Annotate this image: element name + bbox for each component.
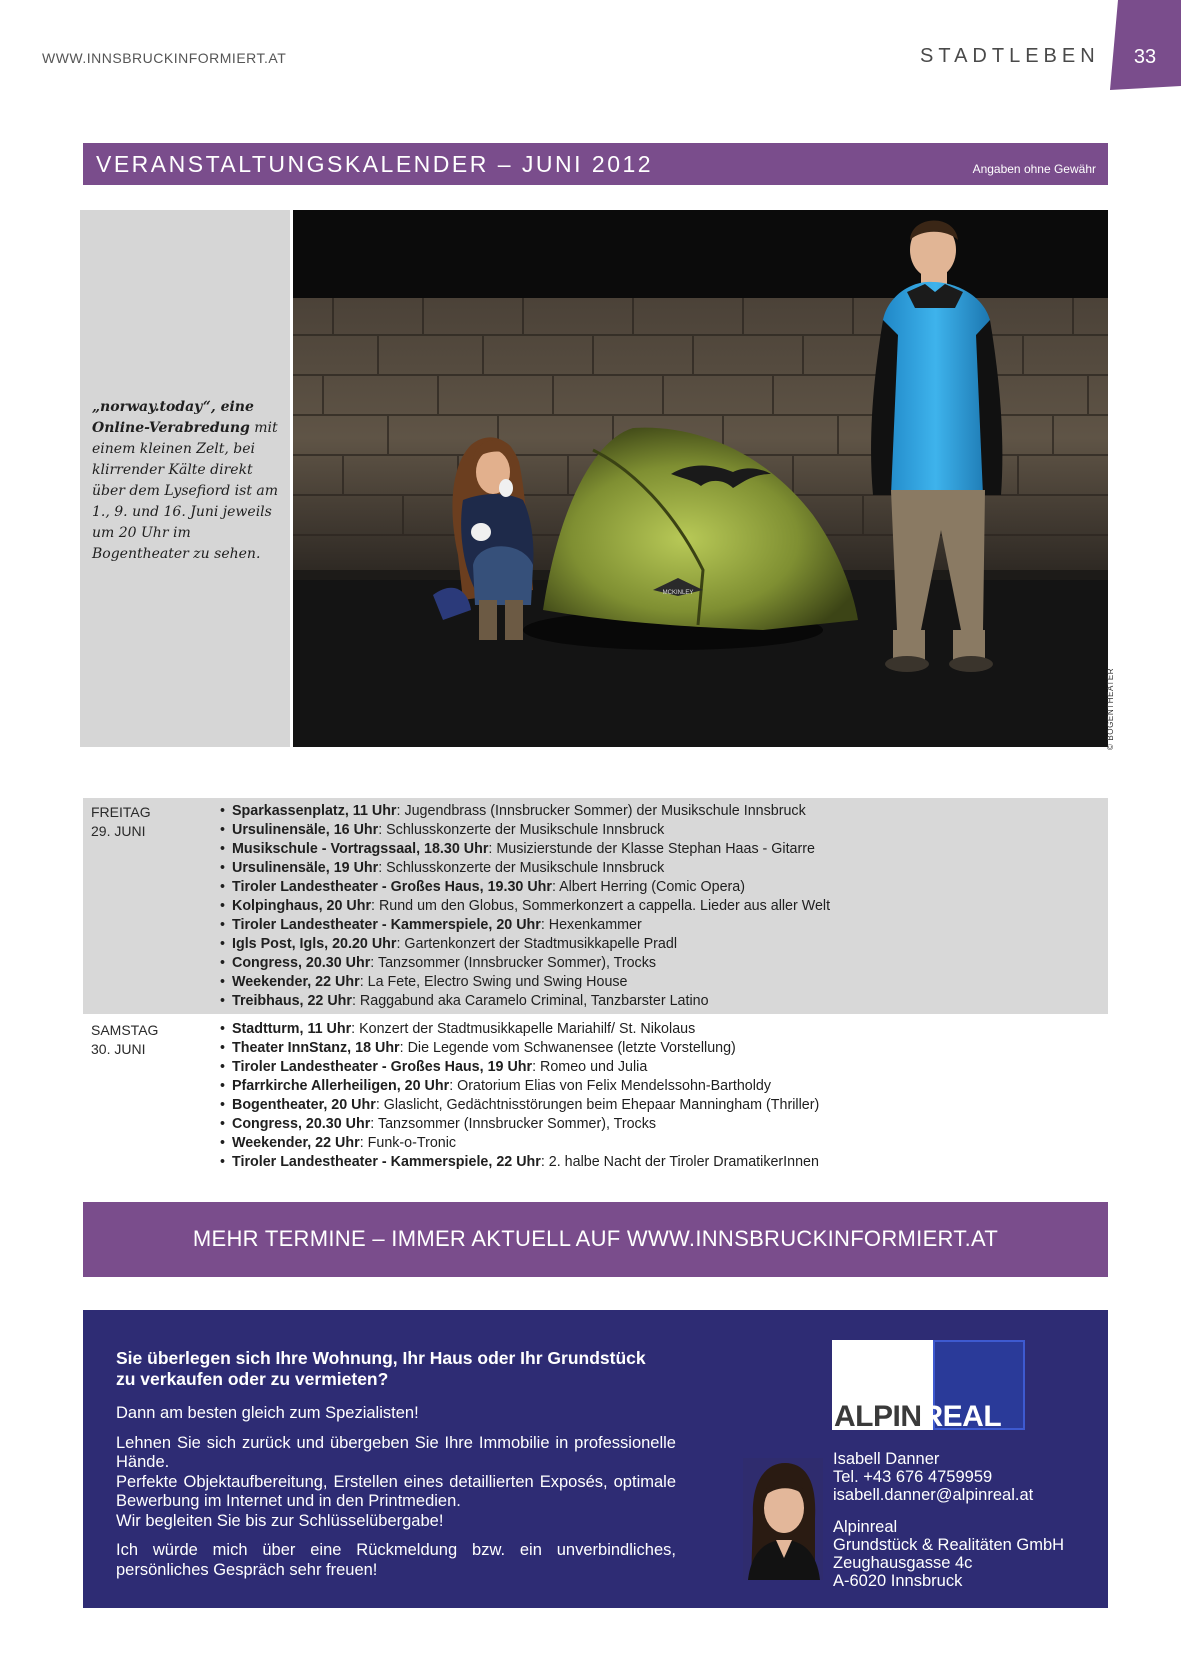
event-title: : Funk-o-Tronic: [359, 1135, 457, 1151]
event-location: Weekender, 22 Uhr: [232, 974, 360, 990]
event-title: : Romeo und Julia: [532, 1059, 648, 1075]
event-item: [220, 1153, 1100, 1172]
event-title: : Schlusskonzerte der Musikschule Innsbruck: [378, 860, 665, 876]
event-title: : Oratorium Elias von Felix Mendelssohn-Bartholdy: [449, 1078, 772, 1094]
day-date: 30. JUNI: [91, 1041, 146, 1057]
ad-paragraph: Wir begleiten Sie bis zur Schlüsselübergabe!: [116, 1511, 444, 1530]
event-list: [220, 1020, 1100, 1172]
event-item: [220, 1134, 1100, 1153]
contact-info: [833, 1450, 1093, 1590]
event-title: : 2. halbe Nacht der Tiroler DramatikerInnen: [540, 1154, 819, 1170]
site-url: WWW.INNSBRUCKINFORMIERT.AT: [42, 50, 287, 66]
event-location: Weekender, 22 Uhr: [232, 1135, 360, 1151]
contact-name: Isabell Danner: [833, 1450, 940, 1468]
company-name-line-2: Grundstück & Realitäten GmbH: [833, 1536, 1065, 1554]
event-title: : Hexenkammer: [540, 917, 642, 933]
event-title: : Tanzsommer (Innsbrucker Sommer), Trocks: [370, 955, 657, 971]
event-title: : Tanzsommer (Innsbrucker Sommer), Trocks: [370, 1116, 657, 1132]
event-item: [220, 1039, 1100, 1058]
more-events-text: MEHR TERMINE – IMMER AKTUELL AUF WWW.INNSBRUCKINFORMIERT.AT: [192, 1226, 999, 1251]
calendar-header: [83, 143, 1108, 185]
contact-email: isabell.danner@alpinreal.at: [833, 1486, 1034, 1504]
event-title: : Konzert der Stadtmusikkapelle Mariahilf/ St. Nikolaus: [351, 1021, 696, 1037]
alpinreal-logo: [832, 1340, 1025, 1433]
ad-paragraph: Dann am besten gleich zum Spezialisten!: [116, 1404, 419, 1422]
ad-paragraph: Lehnen Sie sich zurück und übergeben Sie Ihre Immobilie in professionelle Hände.: [116, 1433, 676, 1471]
caption-body: mit einem kleinen Zelt, bei klirrender Kälte direkt über dem Lysefiord ist am 1., 9. und 16. Juni jeweils um 20 Uhr im Bogentheater zu sehen.: [92, 420, 279, 562]
day-label: [91, 1021, 211, 1059]
photo-caption-box: [80, 210, 290, 747]
event-location: Ursulinensäle, 19 Uhr: [232, 860, 379, 876]
ad-headline: [116, 1348, 676, 1390]
photo-credit: © BOGENTHEATER: [1106, 667, 1115, 750]
event-location: Pfarrkirche Allerheiligen, 20 Uhr: [232, 1078, 450, 1094]
event-item: [220, 973, 1100, 992]
contact-portrait: [743, 1458, 823, 1580]
day-weekday: FREITAG: [91, 804, 151, 820]
day-date: 29. JUNI: [91, 823, 146, 839]
event-title: : La Fete, Electro Swing und Swing House: [359, 974, 628, 990]
ad-paragraph: Perfekte Objektaufbereitung, Erstellen eines detaillierten Exposés, optimale Bewerbung im Internet und in den Printmedien.: [116, 1472, 676, 1510]
company-city: A-6020 Innsbruck: [833, 1572, 963, 1590]
event-title: : Glaslicht, Gedächtnisstörungen beim Ehepaar Manningham (Thriller): [375, 1097, 820, 1113]
section-title: STADTLEBEN: [920, 45, 1100, 67]
calendar-title: VERANSTALTUNGSKALENDER – JUNI 2012: [96, 151, 654, 177]
event-location: Bogentheater, 20 Uhr: [232, 1097, 376, 1113]
ad-paragraph: Ich würde mich über eine Rückmeldung bzw. ein unverbindliches, persönliches Gespräch sehr freuen!: [116, 1541, 676, 1579]
event-item: [220, 821, 1100, 840]
event-title: : Gartenkonzert der Stadtmusikkapelle Pradl: [396, 936, 677, 952]
event-location: Congress, 20.30 Uhr: [232, 955, 371, 971]
event-location: Tiroler Landestheater - Kammerspiele, 22 Uhr: [232, 1154, 541, 1170]
event-location: Kolpinghaus, 20 Uhr: [232, 898, 372, 914]
event-location: Treibhaus, 22 Uhr: [232, 993, 352, 1009]
day-block-saturday: [83, 1016, 1108, 1186]
ad-headline-line-1: Sie überlegen sich Ihre Wohnung, Ihr Haus oder Ihr Grundstück: [116, 1348, 646, 1368]
event-location: Congress, 20.30 Uhr: [232, 1116, 371, 1132]
event-title: : Schlusskonzerte der Musikschule Innsbruck: [378, 822, 665, 838]
event-title: : Raggabund aka Caramelo Criminal, Tanzbarster Latino: [351, 993, 709, 1009]
event-location: Musikschule - Vortragssaal, 18.30 Uhr: [232, 841, 489, 857]
calendar-disclaimer: Angaben ohne Gewähr: [972, 162, 1096, 176]
contact-phone: Tel. +43 676 4759959: [833, 1468, 993, 1486]
real-estate-ad: [83, 1310, 1108, 1608]
company-name: Alpinreal: [833, 1518, 898, 1536]
more-events-banner: [83, 1202, 1108, 1277]
event-item: [220, 1115, 1100, 1134]
day-block-friday: [83, 798, 1108, 1014]
ad-body: [116, 1404, 676, 1580]
event-item: [220, 878, 1100, 897]
event-location: Igls Post, Igls, 20.20 Uhr: [232, 936, 397, 952]
company-street: Zeughausgasse 4c: [833, 1554, 973, 1572]
event-item: [220, 992, 1100, 1011]
event-location: Tiroler Landestheater - Großes Haus, 19 Uhr: [232, 1059, 533, 1075]
photo-caption: [92, 397, 282, 565]
event-item: [220, 935, 1100, 954]
ad-headline-line-2: zu verkaufen oder zu vermieten?: [116, 1369, 389, 1389]
event-item: [220, 1020, 1100, 1039]
event-location: Tiroler Landestheater - Kammerspiele, 20 Uhr: [232, 917, 541, 933]
event-item: [220, 1058, 1100, 1077]
event-location: Theater InnStanz, 18 Uhr: [232, 1040, 400, 1056]
event-location: Tiroler Landestheater - Großes Haus, 19.30 Uhr: [232, 879, 552, 895]
event-item: [220, 1096, 1100, 1115]
event-item: [220, 897, 1100, 916]
event-title: : Musizierstunde der Klasse Stephan Haas - Gitarre: [488, 841, 815, 857]
event-location: Ursulinensäle, 16 Uhr: [232, 822, 379, 838]
feature-photo: [293, 210, 1108, 747]
logo-wordmark: ALPINREAL: [834, 1400, 1002, 1433]
event-item: [220, 1077, 1100, 1096]
event-list: [220, 802, 1100, 1011]
event-location: Stadtturm, 11 Uhr: [232, 1021, 352, 1037]
page-number: 33: [1133, 46, 1157, 68]
tent-brand: MCKINLEY: [662, 590, 694, 596]
event-item: [220, 916, 1100, 935]
day-label: [91, 803, 211, 841]
day-weekday: SAMSTAG: [91, 1022, 159, 1038]
event-item: [220, 802, 1100, 821]
event-title: : Die Legende vom Schwanensee (letzte Vorstellung): [399, 1040, 736, 1056]
event-title: : Albert Herring (Comic Opera): [551, 879, 746, 895]
event-title: : Rund um den Globus, Sommerkonzert a cappella. Lieder aus aller Welt: [371, 898, 831, 914]
event-location: Sparkassenplatz, 11 Uhr: [232, 803, 397, 819]
event-item: [220, 840, 1100, 859]
event-title: : Jugendbrass (Innsbrucker Sommer) der Musikschule Innsbruck: [396, 803, 806, 819]
event-item: [220, 954, 1100, 973]
event-item: [220, 859, 1100, 878]
caption-title: „norway.today“, eine Online-Verabredung: [92, 399, 254, 436]
